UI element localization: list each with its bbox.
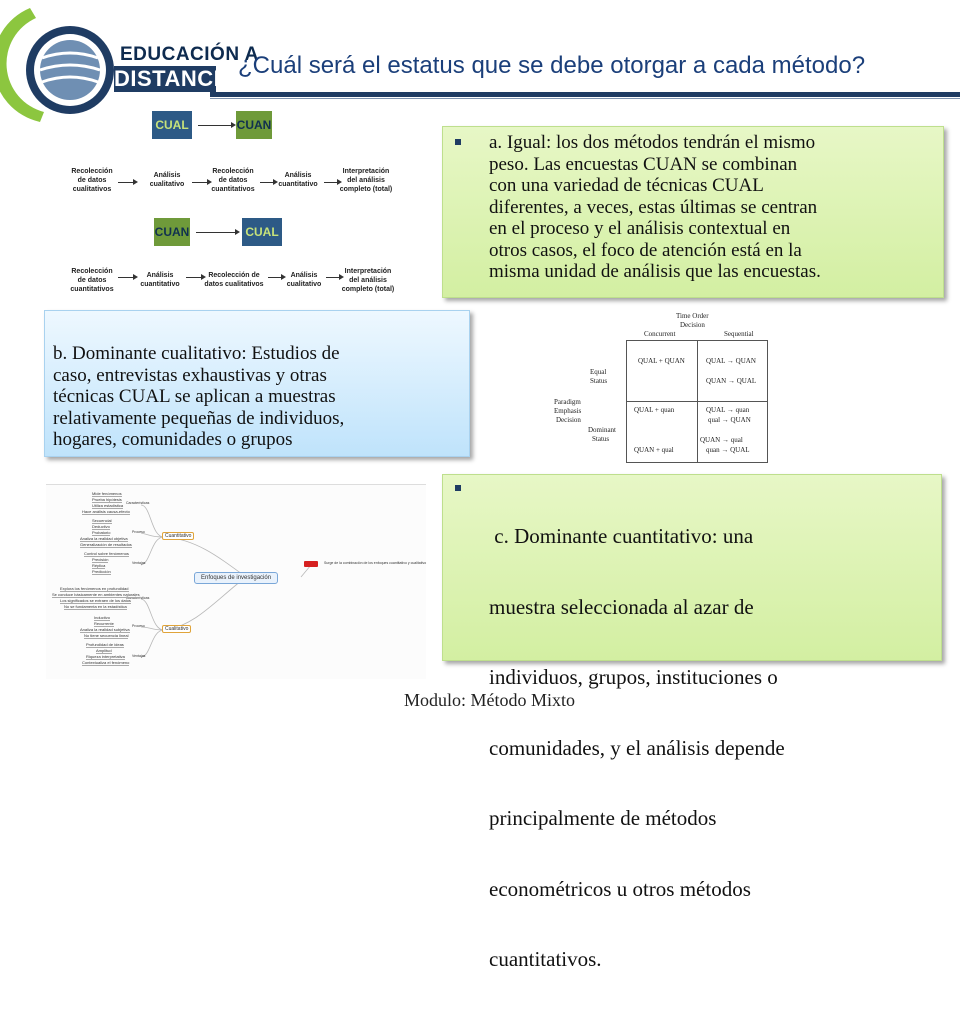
arrow-icon bbox=[326, 277, 340, 278]
bullet-icon bbox=[455, 139, 461, 145]
option-a-box bbox=[442, 126, 944, 298]
arrow-icon bbox=[118, 277, 134, 278]
logo-text-bottom: DISTANCIA bbox=[114, 66, 237, 91]
matrix-col-sequential: Sequential bbox=[724, 330, 754, 338]
text-line: otros casos, el foco de atención está en la bbox=[489, 239, 802, 261]
text-line: individuos, grupos, instituciones o bbox=[489, 665, 778, 689]
option-a-text bbox=[489, 132, 941, 283]
mindmap-group: Proceso bbox=[132, 624, 145, 628]
logo-text-top: EDUCACIÓN A bbox=[120, 44, 259, 65]
arrow-icon bbox=[118, 182, 134, 183]
matrix-cell: QUAL + quan bbox=[634, 406, 675, 414]
mindmap-diagram bbox=[46, 484, 426, 679]
page-title: ¿Cuál será el estatus que se debe otorgar a cada método? bbox=[238, 52, 866, 79]
mindmap-leaf: Hace análisis causa-efecto bbox=[82, 509, 130, 514]
footer-text: Modulo: Método Mixto bbox=[404, 690, 576, 710]
mindmap-leaf: No tiene secuencia lineal bbox=[84, 633, 129, 638]
text-line: con una variedad de técnicas CUAL bbox=[489, 175, 764, 196]
mindmap-branch-top: Cuantitativo bbox=[162, 532, 194, 540]
step-text: Interpretación del análisis completo (total) bbox=[339, 168, 393, 193]
text-line: caso, entrevistas exhaustivas y otras bbox=[53, 364, 327, 386]
matrix-header-sub: Decision bbox=[680, 321, 705, 329]
matrix-row-dominant: Dominant bbox=[588, 426, 616, 434]
matrix-col-concurrent: Concurrent bbox=[644, 330, 676, 338]
step-text: Análisis cuantitativo bbox=[278, 172, 318, 188]
text-line: muestra seleccionada al azar de bbox=[489, 594, 754, 619]
step-text: Recolección de datos cuantitativos bbox=[211, 168, 255, 193]
mindmap-center: Enfoques de investigación bbox=[194, 572, 278, 584]
step-text: Recolección de datos cualitativos bbox=[71, 168, 113, 193]
matrix-cell: quan → QUAL bbox=[706, 446, 750, 454]
matrix-cell: QUAN → qual bbox=[700, 436, 743, 444]
matrix-cell: QUAL → quan bbox=[706, 406, 750, 414]
text-line: cuantitativos. bbox=[489, 947, 602, 971]
matrix-cell: QUAL → QUAN bbox=[706, 357, 756, 365]
cuan-box: CUAN bbox=[236, 111, 272, 139]
mindmap-leaf: Inductivo bbox=[94, 615, 111, 620]
option-b-text bbox=[53, 343, 469, 451]
sequence-diagram bbox=[70, 105, 430, 300]
matrix-row-group: Emphasis bbox=[554, 407, 582, 415]
step-text: Análisis cuantitativo bbox=[140, 272, 180, 288]
matrix-cell: QUAL + QUAN bbox=[638, 357, 685, 365]
bullet-icon bbox=[455, 485, 461, 491]
matrix-line bbox=[767, 340, 768, 462]
text-line: en el proceso y el análisis contextual en bbox=[489, 218, 791, 239]
matrix-row-equal: Equal bbox=[590, 368, 607, 376]
mindmap-leaf: Precisión bbox=[92, 557, 109, 562]
text-line: a. Igual: los dos métodos tendrán el mismo bbox=[489, 132, 816, 153]
mindmap-group: Características bbox=[126, 501, 150, 505]
matrix-row-dominant: Status bbox=[592, 435, 610, 443]
option-b-box bbox=[44, 310, 470, 457]
mindmap-right-label: Surge de la combinación de los enfoques cuantitativo y cualitativo bbox=[324, 561, 427, 565]
step-text: Recolección de datos cuantitativos bbox=[70, 268, 114, 293]
text-line: hogares, comunidades o grupos bbox=[53, 429, 293, 450]
mindmap-leaf: Riqueza interpretativa bbox=[86, 654, 125, 659]
arrow-icon bbox=[260, 182, 274, 183]
matrix-cell: QUAN → QUAL bbox=[706, 377, 757, 385]
text-line: relativamente pequeñas de individuos, bbox=[53, 407, 345, 429]
mindmap-leaf: Deductivo bbox=[92, 524, 110, 529]
mindmap-leaf: Los significados se extraen de los datos bbox=[60, 598, 131, 603]
matrix-row-group: Decision bbox=[556, 416, 581, 424]
step-text: Análisis cualitativo bbox=[149, 172, 185, 188]
mindmap-leaf: Réplica bbox=[92, 563, 106, 568]
text-line: principalmente de métodos bbox=[489, 806, 717, 830]
mindmap-leaf: Amplitud bbox=[96, 648, 112, 653]
step-text: Interpretación del análisis completo (total) bbox=[341, 268, 395, 293]
matrix-cell: QUAN + qual bbox=[634, 446, 674, 454]
matrix-line bbox=[697, 340, 698, 462]
mindmap-leaf: Prueba hipótesis bbox=[92, 497, 122, 502]
arrow-icon bbox=[192, 182, 208, 183]
mindmap-leaf: Profundidad de ideas bbox=[86, 642, 124, 647]
mindmap-mixed-node bbox=[304, 561, 318, 567]
mindmap-leaf: Generalización de resultados bbox=[80, 542, 132, 547]
mindmap-group: Ventajas bbox=[132, 561, 146, 565]
status-matrix-diagram bbox=[550, 312, 800, 467]
text-line: misma unidad de análisis que las encuestas. bbox=[489, 261, 821, 282]
arrow-icon bbox=[186, 277, 202, 278]
arrow-icon bbox=[196, 232, 236, 233]
mindmap-leaf: Contextualiza el fenómeno bbox=[82, 660, 130, 665]
text-line: peso. Las encuestas CUAN se combinan bbox=[489, 153, 798, 175]
arrow-icon bbox=[268, 277, 282, 278]
mindmap-group: Características bbox=[126, 596, 150, 600]
text-line: técnicas CUAL se aplican a muestras bbox=[53, 386, 336, 407]
mindmap-leaf: Analiza la realidad subjetiva bbox=[80, 627, 130, 632]
mindmap-leaf: Explora los fenómenos en profundidad bbox=[60, 586, 129, 591]
matrix-header-title: Time Order bbox=[676, 312, 709, 320]
mindmap-leaf: Predicción bbox=[92, 569, 111, 574]
mindmap-leaf: Analiza la realidad objetiva bbox=[80, 536, 128, 541]
header-divider-thin bbox=[210, 98, 960, 99]
step-text: Recolección de datos cualitativos bbox=[204, 272, 264, 288]
arrow-icon bbox=[198, 125, 232, 126]
mindmap-leaf: No se fundamenta en la estadística bbox=[64, 604, 127, 609]
mindmap-group: Ventajas bbox=[132, 654, 146, 658]
matrix-cell: qual → QUAN bbox=[708, 416, 751, 424]
text-line: b. Dominante cualitativo: Estudios de bbox=[53, 343, 340, 364]
matrix-row-equal: Status bbox=[590, 377, 608, 385]
cual-box: CUAL bbox=[242, 218, 282, 246]
mindmap-leaf: Recurrente bbox=[94, 621, 114, 626]
header-divider bbox=[210, 92, 960, 97]
matrix-row-group: Paradigm bbox=[554, 398, 581, 406]
option-c-text bbox=[489, 478, 939, 1019]
cuan-box: CUAN bbox=[154, 218, 190, 246]
arrow-icon bbox=[324, 182, 338, 183]
step-text: Análisis cualitativo bbox=[286, 272, 322, 288]
text-line: c. Dominante cuantitativo: una bbox=[489, 524, 754, 548]
mindmap-group: Proceso bbox=[132, 530, 145, 534]
mindmap-leaf: Se conduce básicamente en ambientes naturales bbox=[52, 592, 140, 597]
text-line: diferentes, a veces, estas últimas se centran bbox=[489, 196, 818, 218]
mindmap-leaf: Mide fenómenos bbox=[92, 491, 122, 496]
matrix-line bbox=[626, 462, 768, 463]
matrix-line bbox=[626, 340, 627, 462]
cual-box: CUAL bbox=[152, 111, 192, 139]
text-line: comunidades, y el análisis depende bbox=[489, 735, 785, 760]
mindmap-leaf: Secuencial bbox=[92, 518, 112, 523]
mindmap-leaf: Probatorio bbox=[92, 530, 111, 535]
mindmap-leaf: Control sobre fenómenos bbox=[84, 551, 129, 556]
mindmap-branch-bottom: Cualitativo bbox=[162, 625, 191, 633]
text-line: econométricos u otros métodos bbox=[489, 876, 751, 901]
mindmap-leaf: Utiliza estadística bbox=[92, 503, 124, 508]
